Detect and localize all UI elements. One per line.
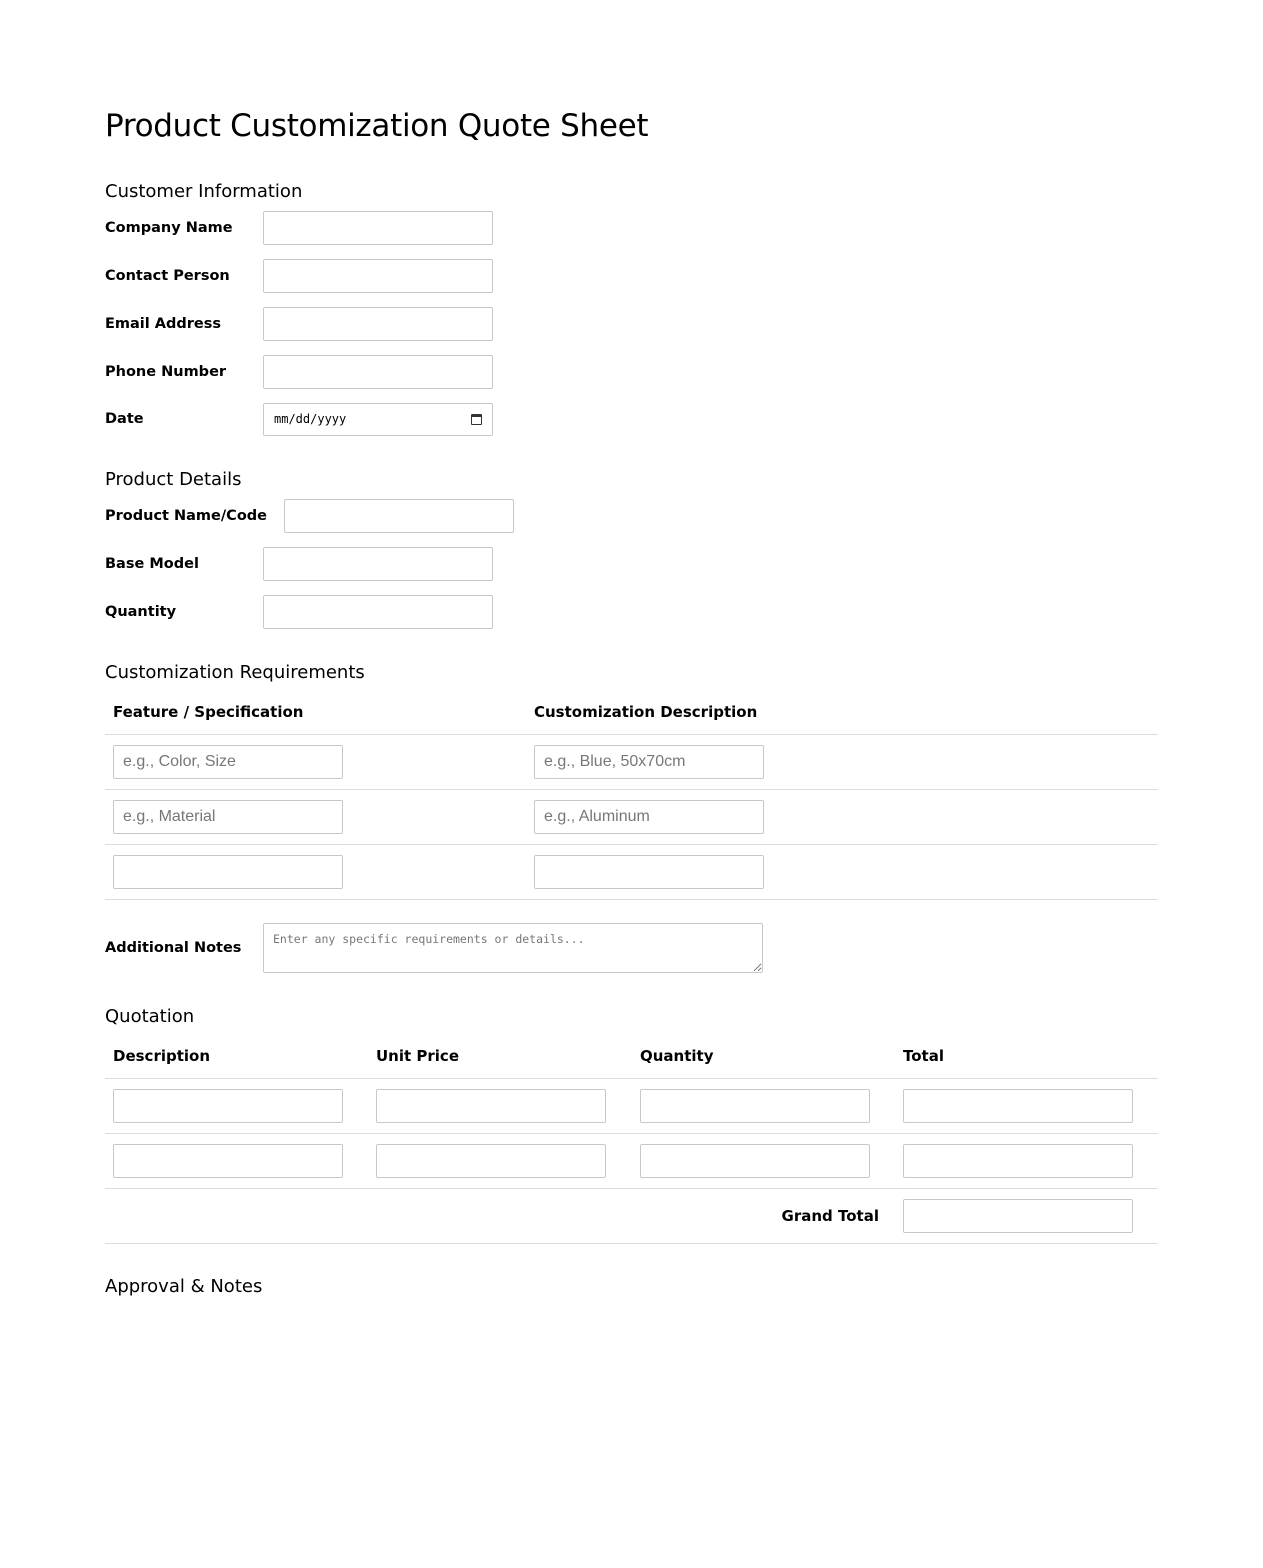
feature-input[interactable] xyxy=(113,800,343,834)
field-quantity xyxy=(105,595,493,629)
grand-total-input[interactable] xyxy=(903,1199,1133,1233)
field-phone-number xyxy=(105,355,493,389)
column-header-quantity: Quantity xyxy=(632,1035,895,1078)
section-heading-approval-notes: Approval & Notes xyxy=(105,1276,263,1297)
table-row xyxy=(105,844,1158,899)
column-header-description: Description xyxy=(105,1035,368,1078)
additional-notes-label: Additional Notes xyxy=(105,940,242,956)
field-additional-notes xyxy=(105,923,763,973)
total-input[interactable] xyxy=(903,1144,1133,1178)
section-heading-product-details: Product Details xyxy=(105,469,242,490)
additional-notes-textarea[interactable] xyxy=(263,923,763,973)
grand-total-row xyxy=(105,1188,1158,1243)
page-title: Product Customization Quote Sheet xyxy=(105,108,649,144)
column-header-total: Total xyxy=(895,1035,1158,1078)
description-input[interactable] xyxy=(534,800,764,834)
section-heading-customer-information: Customer Information xyxy=(105,181,303,202)
contact-person-label: Contact Person xyxy=(105,268,230,284)
date-label: Date xyxy=(105,411,144,427)
feature-input[interactable] xyxy=(113,855,343,889)
quantity-input[interactable] xyxy=(640,1144,870,1178)
quotation-table xyxy=(105,1035,1158,1244)
column-header-unit-price: Unit Price xyxy=(368,1035,632,1078)
unit-price-input[interactable] xyxy=(376,1144,606,1178)
date-value: mm/dd/yyyy xyxy=(274,412,347,426)
table-header-row xyxy=(105,691,1158,734)
quantity-input[interactable] xyxy=(640,1089,870,1123)
field-company-name xyxy=(105,211,493,245)
base-model-input[interactable] xyxy=(263,547,493,581)
company-name-label: Company Name xyxy=(105,220,233,236)
base-model-label: Base Model xyxy=(105,556,199,572)
table-header-row xyxy=(105,1035,1158,1078)
field-contact-person xyxy=(105,259,493,293)
email-address-label: Email Address xyxy=(105,316,222,332)
column-header-feature: Feature / Specification xyxy=(105,691,526,734)
contact-person-input[interactable] xyxy=(263,259,493,293)
unit-price-input[interactable] xyxy=(376,1089,606,1123)
quantity-label: Quantity xyxy=(105,604,177,620)
calendar-icon[interactable] xyxy=(471,414,482,425)
description-input[interactable] xyxy=(113,1144,343,1178)
customization-table xyxy=(105,691,1158,900)
table-row xyxy=(105,734,1158,789)
description-input[interactable] xyxy=(534,855,764,889)
phone-number-label: Phone Number xyxy=(105,364,227,380)
column-header-description: Customization Description xyxy=(526,691,1158,734)
date-input[interactable] xyxy=(263,403,493,436)
table-row xyxy=(105,1133,1158,1188)
email-address-input[interactable] xyxy=(263,307,493,341)
section-heading-customization-requirements: Customization Requirements xyxy=(105,662,365,683)
description-input[interactable] xyxy=(113,1089,343,1123)
table-row xyxy=(105,1078,1158,1133)
company-name-input[interactable] xyxy=(263,211,493,245)
total-input[interactable] xyxy=(903,1089,1133,1123)
grand-total-label: Grand Total xyxy=(105,1188,895,1243)
product-name-code-label: Product Name/Code xyxy=(105,508,267,524)
field-base-model xyxy=(105,547,493,581)
field-email-address xyxy=(105,307,493,341)
phone-number-input[interactable] xyxy=(263,355,493,389)
field-date xyxy=(105,402,493,436)
table-row xyxy=(105,789,1158,844)
field-product-name-code xyxy=(105,499,514,533)
description-input[interactable] xyxy=(534,745,764,779)
feature-input[interactable] xyxy=(113,745,343,779)
section-heading-quotation: Quotation xyxy=(105,1006,195,1027)
product-name-code-input[interactable] xyxy=(284,499,514,533)
quantity-input[interactable] xyxy=(263,595,493,629)
